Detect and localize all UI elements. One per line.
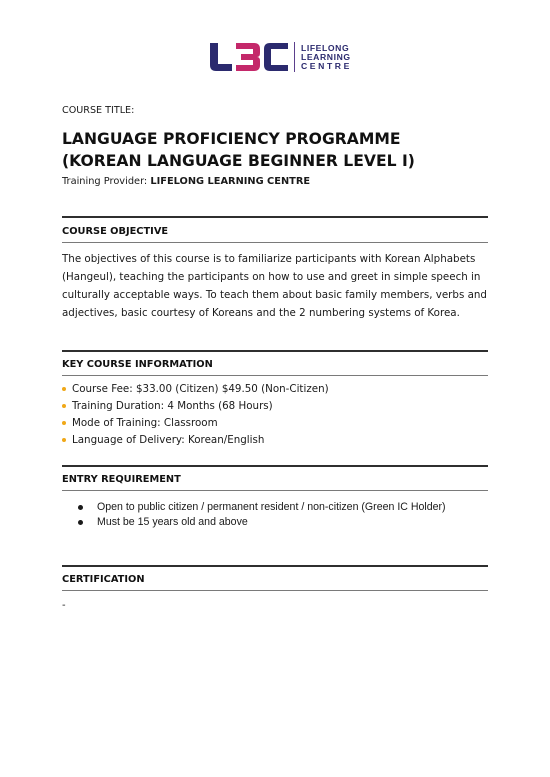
provider-label: Training Provider:	[62, 176, 151, 187]
certification-text: -	[62, 600, 66, 611]
provider-name: LIFELONG LEARNING CENTRE	[150, 176, 311, 187]
logo-divider	[294, 42, 295, 72]
logo-word-2: LEARNING	[301, 51, 351, 62]
logo-word-1: LIFELONG	[301, 42, 350, 53]
l3c-logo	[208, 40, 352, 74]
bullet-icon	[62, 421, 66, 425]
entry-requirement-list	[78, 501, 488, 532]
training-provider	[62, 176, 310, 187]
list-item	[62, 381, 329, 398]
objective-text: The objectives of this course is to familiarize participants with Korean Alphabets (Hangeul), teaching the participants on how to use and greet in simple speech in culturally acceptable ways. To teach them about basic family members, verbs and adjectives, basic courtesy of Koreans and the 2 numbering systems of Korea.	[62, 253, 487, 319]
section-divider-thin	[62, 375, 488, 376]
logo-word-3: CENTRE	[301, 60, 352, 71]
list-item	[78, 516, 488, 528]
logo-wordmark	[301, 44, 352, 71]
key-info-language: Language of Delivery: Korean/English	[72, 434, 265, 446]
section-heading-objective: COURSE OBJECTIVE	[62, 226, 169, 237]
section-heading-entry: ENTRY REQUIREMENT	[62, 474, 181, 485]
key-info-list	[62, 381, 329, 449]
list-item	[78, 501, 488, 513]
key-info-fee: Course Fee: $33.00 (Citizen) $49.50 (Non-Citizen)	[72, 383, 329, 395]
bullet-icon	[62, 387, 66, 391]
section-divider-thick	[62, 350, 488, 352]
course-title-label: COURSE TITLE:	[62, 105, 135, 116]
bullet-icon	[78, 520, 83, 525]
entry-item-age: Must be 15 years old and above	[97, 516, 248, 529]
section-divider-thick	[62, 216, 488, 218]
section-heading-certification: CERTIFICATION	[62, 574, 145, 585]
page-title	[62, 128, 415, 172]
bullet-icon	[62, 438, 66, 442]
title-line-2: (KOREAN LANGUAGE BEGINNER LEVEL I)	[62, 152, 415, 170]
list-item	[62, 398, 329, 415]
section-divider-thin	[62, 590, 488, 591]
list-item	[62, 432, 329, 449]
bullet-icon	[78, 505, 83, 510]
key-info-mode: Mode of Training: Classroom	[72, 417, 218, 429]
list-item	[62, 415, 329, 432]
section-divider-thin	[62, 490, 488, 491]
section-heading-key-info: KEY COURSE INFORMATION	[62, 359, 213, 370]
title-line-1: LANGUAGE PROFICIENCY PROGRAMME	[62, 130, 401, 148]
l3c-logo-mark	[208, 40, 290, 74]
bullet-icon	[62, 404, 66, 408]
key-info-duration: Training Duration: 4 Months (68 Hours)	[72, 400, 273, 412]
section-divider-thick	[62, 465, 488, 467]
section-divider-thick	[62, 565, 488, 567]
section-divider-thin	[62, 242, 488, 243]
entry-item-residency: Open to public citizen / permanent resident / non-citizen (Green IC Holder)	[97, 501, 446, 513]
